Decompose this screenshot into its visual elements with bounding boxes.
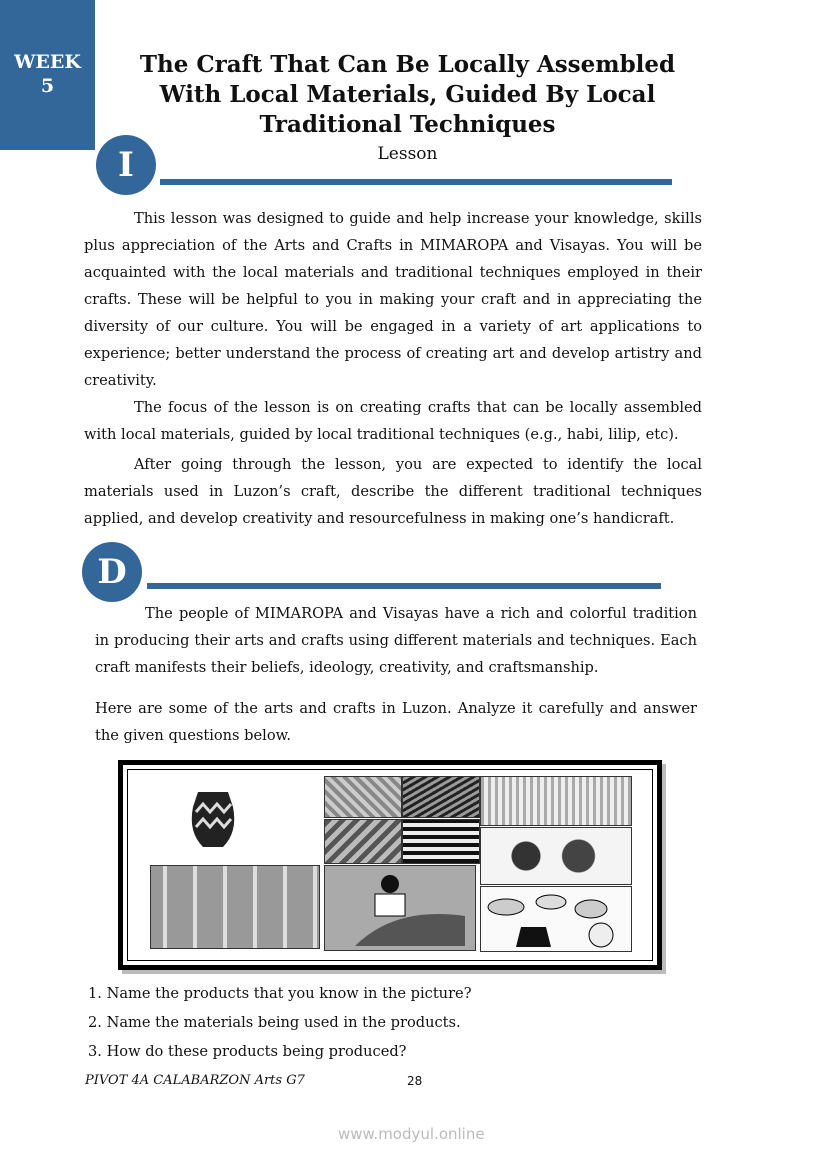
pottery-image: [480, 886, 632, 952]
discover-paragraph: Here are some of the arts and crafts in Luzon. Analyze it carefully and answer the given questions below.: [95, 700, 697, 744]
baskets-image: [480, 776, 632, 826]
woven-mat-image: [324, 776, 402, 818]
watermark: www.modyul.online: [338, 1125, 485, 1143]
discover-text: [95, 600, 697, 749]
section-d-badge: D: [82, 542, 142, 602]
weaver-image: [324, 865, 476, 951]
question-3: 3. How do these products being produced?: [88, 1043, 407, 1060]
page-number: 28: [407, 1074, 423, 1088]
woven-cloth-image: [150, 865, 320, 949]
woven-textile-image: [402, 776, 480, 818]
woven-zigzag-image: [402, 819, 480, 864]
week-number: 5: [40, 75, 55, 97]
lesson-paragraph: After going through the lesson, you are expected to identify the local materials used in Luzon’s craft, describe the different traditional techniques applied, and develop creativity and resourcefulness in making one’s handicraft.: [84, 456, 702, 527]
woven-jar-image: [188, 782, 238, 852]
coiled-baskets-image: [480, 827, 632, 885]
section-divider: [160, 179, 672, 185]
lesson-paragraph: This lesson was designed to guide and help increase your knowledge, skills plus appreciation of the Arts and Crafts in MIMAROPA and Visayas. You will be acquainted with the local materials and traditional techniques employed in their crafts. These will be helpful to you in making your craft and in appreciating the diversity of our culture. You will be engaged in a variety of art applications to experience; better understand the process of creating art and develop artistry and creativity.: [84, 210, 702, 389]
lesson-text: [84, 205, 702, 532]
woven-pattern-image: [324, 819, 402, 864]
week-label: WEEK: [14, 51, 81, 73]
crafts-collage-image: [118, 760, 662, 970]
section-lesson-label: Lesson: [377, 144, 438, 164]
question-2: 2. Name the materials being used in the products.: [88, 1014, 461, 1031]
section-i-badge: I: [96, 135, 156, 195]
footer-text: PIVOT 4A CALABARZON Arts G7: [85, 1073, 305, 1088]
lesson-paragraph: The focus of the lesson is on creating crafts that can be locally assembled with local materials, guided by local traditional techniques (e.g., habi, lilip, etc).: [84, 399, 702, 443]
page-title: The Craft That Can Be Locally Assembled With Local Materials, Guided By Local Traditional Techniques: [139, 51, 676, 138]
discover-paragraph: The people of MIMAROPA and Visayas have a rich and colorful tradition in producing their arts and crafts using different materials and techniques. Each craft manifests their beliefs, ideology, creativity, and craftsmanship.: [95, 605, 697, 676]
week-badge: [0, 0, 95, 150]
question-1: 1. Name the products that you know in the picture?: [88, 985, 472, 1002]
section-divider: [147, 583, 661, 589]
